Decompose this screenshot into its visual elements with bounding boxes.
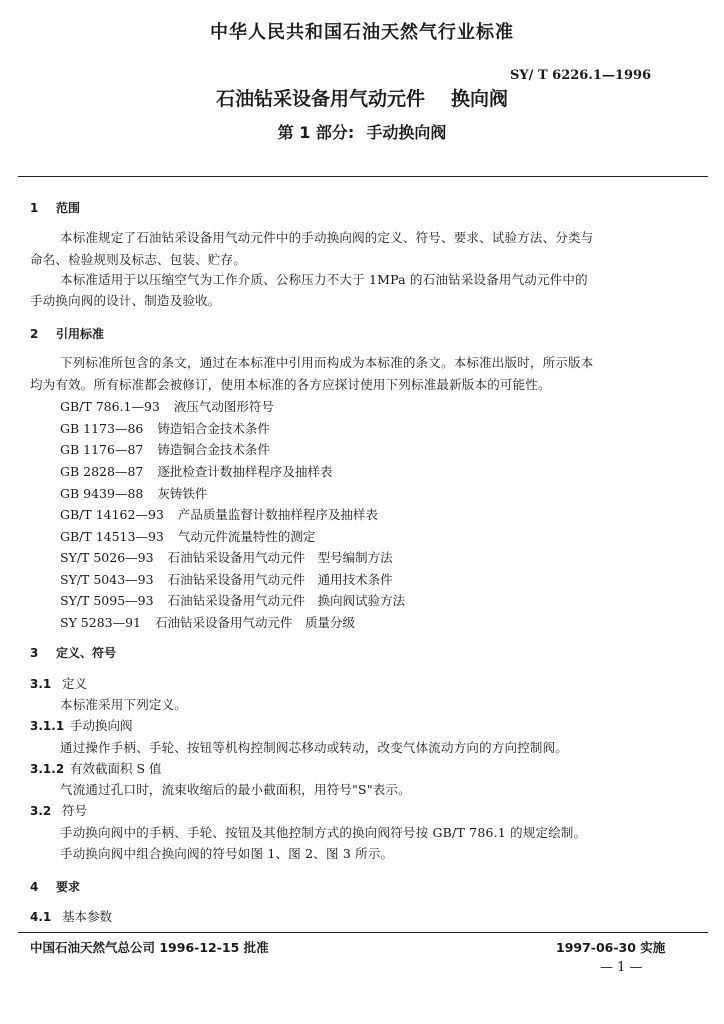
subsection-title: 有效截面积 S 值: [70, 761, 162, 776]
subsection-number: 3.1: [30, 677, 52, 691]
reference-name: 灰铸铁件: [157, 486, 208, 501]
reference-item: [60, 591, 405, 609]
subsection-title: 定义: [62, 676, 88, 691]
reference-item: [60, 505, 378, 523]
footer-divider: [18, 932, 708, 933]
reference-name: 铸造铝合金技术条件: [157, 421, 270, 436]
reference-code: GB 1176—87: [60, 442, 144, 457]
standard-code: SY/ T 6226.1—1996: [510, 68, 652, 83]
subsection-title: 手动换向阀: [70, 718, 133, 733]
section-number: 2: [30, 327, 39, 341]
section-number: 3: [30, 646, 39, 660]
paragraph-line: 手动换向阀的设计、制造及验收。: [30, 293, 221, 308]
paragraph-line: 命名、检验规则及标志、包装、贮存。: [30, 252, 246, 267]
reference-item: [60, 440, 270, 458]
reference-item: [60, 570, 393, 588]
paragraph-line: 本标准适用于以压缩空气为工作介质、公称压力不大于 1MPa 的石油钻采设备用气动元件中的: [60, 272, 588, 287]
subsection-3-2-heading: [30, 801, 87, 819]
section-number: 1: [30, 201, 39, 215]
reference-item: [60, 484, 207, 502]
reference-item: [60, 527, 315, 545]
reference-code: SY 5283—91: [60, 615, 142, 630]
subtitle-part: 第 1 部分:: [277, 123, 355, 142]
reference-code: GB/T 786.1—93: [60, 399, 160, 414]
reference-name: 石油钻采设备用气动元件 换向阀试验方法: [167, 593, 406, 608]
subsection-number: 3.1.1: [30, 719, 65, 733]
section-title: 要求: [56, 880, 81, 894]
subsection-number: 4.1: [30, 910, 52, 924]
paragraph-line: 气流通过孔口时，流束收缩后的最小截面积，用符号"S"表示。: [60, 782, 411, 797]
subsection-4-1-heading: [30, 907, 112, 925]
reference-name: 液压气动图形符号: [173, 399, 274, 414]
section-2-heading: [30, 325, 104, 342]
section-number: 4: [30, 880, 39, 894]
section-3-heading: [30, 644, 116, 661]
section-title: 引用标准: [56, 327, 105, 341]
subsection-title: 符号: [62, 803, 88, 818]
reference-code: SY/T 5026—93: [60, 550, 154, 565]
page-number: — 1 —: [600, 960, 643, 975]
document-title: [0, 84, 724, 111]
reference-name: 逐批检查计数抽样程序及抽样表: [157, 464, 333, 479]
paragraph-line: 手动换向阀中的手柄、手轮、按钮及其他控制方式的换向阀符号按 GB/T 786.1 的规定绘制。: [60, 825, 587, 840]
subsection-number: 3.2: [30, 804, 52, 818]
reference-item: [60, 613, 355, 631]
reference-item: [60, 462, 332, 480]
effective-date: 1997-06-30 实施: [556, 940, 666, 955]
paragraph-line: 通过操作手柄、手轮、按钮等机构控制阀芯移动或转动，改变气体流动方向的方向控制阀。: [60, 740, 569, 755]
document-subtitle: [0, 120, 724, 143]
subsection-3-1-2-heading: [30, 759, 162, 777]
reference-name: 石油钻采设备用气动元件 型号编制方法: [167, 550, 393, 565]
section-title: 范围: [56, 201, 81, 215]
title-part-2: 换向阀: [451, 88, 509, 110]
title-part-1: 石油钻采设备用气动元件: [215, 88, 425, 110]
reference-code: GB/T 14162—93: [60, 507, 164, 522]
subtitle-name: 手动换向阀: [366, 123, 447, 142]
reference-code: GB 9439—88: [60, 486, 144, 501]
subsection-3-1-heading: [30, 674, 87, 692]
reference-item: [60, 397, 274, 415]
section-4-heading: [30, 878, 80, 895]
reference-code: GB 1173—86: [60, 421, 144, 436]
paragraph-line: 本标准采用下列定义。: [60, 697, 188, 712]
reference-code: GB/T 14513—93: [60, 529, 164, 544]
issuing-standard-category: 中华人民共和国石油天然气行业标准: [210, 22, 514, 43]
paragraph-line: 本标准规定了石油钻采设备用气动元件中的手动换向阀的定义、符号、要求、试验方法、分类与: [60, 230, 594, 245]
reference-code: GB 2828—87: [60, 464, 144, 479]
reference-code: SY/T 5095—93: [60, 593, 154, 608]
header-divider: [18, 176, 708, 177]
reference-name: 铸造铜合金技术条件: [157, 442, 270, 457]
section-1-heading: [30, 199, 80, 216]
paragraph-line: 下列标准所包含的条文，通过在本标准中引用而构成为本标准的条文。本标准出版时，所示版本: [60, 355, 594, 370]
reference-name: 气动元件流量特性的测定: [177, 529, 316, 544]
paragraph-line: 均为有效。所有标准都会被修订，使用本标准的各方应探讨使用下列标准最新版本的可能性。: [30, 377, 551, 392]
reference-item: [60, 419, 270, 437]
reference-name: 石油钻采设备用气动元件 质量分级: [155, 615, 356, 630]
approval-line: 中国石油天然气总公司 1996-12-15 批准: [30, 940, 269, 955]
subsection-3-1-1-heading: [30, 716, 133, 734]
reference-name: 产品质量监督计数抽样程序及抽样表: [177, 507, 378, 522]
paragraph-line: 手动换向阀中组合换向阀的符号如图 1、图 2、图 3 所示。: [60, 846, 394, 861]
subsection-title: 基本参数: [62, 909, 113, 924]
section-title: 定义、符号: [56, 646, 117, 660]
reference-code: SY/T 5043—93: [60, 572, 154, 587]
subsection-number: 3.1.2: [30, 762, 65, 776]
reference-name: 石油钻采设备用气动元件 通用技术条件: [167, 572, 393, 587]
reference-item: [60, 548, 393, 566]
